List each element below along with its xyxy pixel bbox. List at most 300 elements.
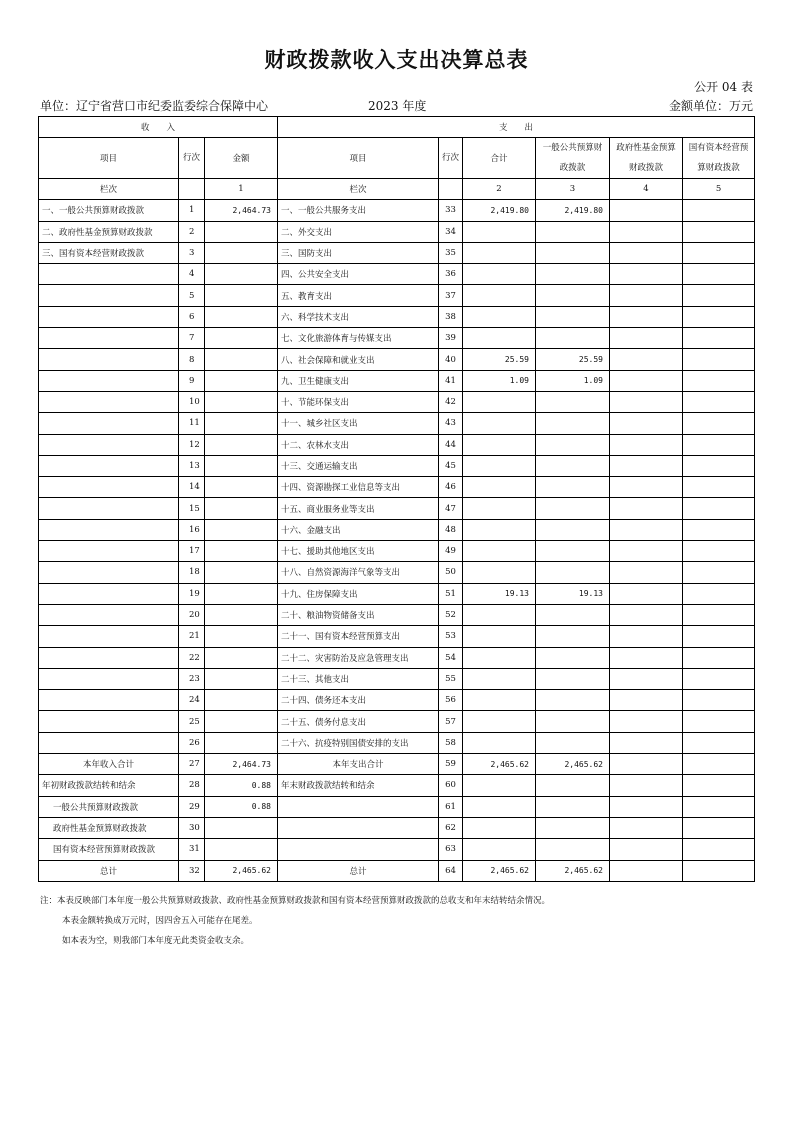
expense-rowno-cell: 54 [439, 647, 463, 668]
expense-rowno-cell: 45 [439, 455, 463, 476]
income-rowno-cell: 1 [179, 200, 205, 221]
gov-fund-cell [610, 264, 683, 285]
table-row [39, 264, 755, 285]
table-row [39, 413, 755, 434]
total-cell [463, 647, 536, 668]
income-item-cell [39, 647, 179, 668]
income-item-cell [39, 455, 179, 476]
general-budget-cell: 1.09 [536, 370, 610, 391]
total-cell [463, 732, 536, 753]
general-budget-cell [536, 221, 610, 242]
general-budget-cell: 19.13 [536, 583, 610, 604]
income-item-cell [39, 711, 179, 732]
col-index-1: 1 [205, 179, 278, 200]
income-rowno-cell: 25 [179, 711, 205, 732]
expense-rowno-cell: 40 [439, 349, 463, 370]
expense-rowno-cell: 42 [439, 391, 463, 412]
total-cell: 2,465.62 [463, 860, 536, 881]
gov-fund-cell [610, 775, 683, 796]
total-cell [463, 285, 536, 306]
income-item-cell [39, 328, 179, 349]
table-row [39, 370, 755, 391]
income-amount-cell [205, 541, 278, 562]
state-capital-cell [683, 817, 755, 838]
income-item-cell: 年初财政拨款结转和结余 [39, 775, 179, 796]
general-budget-cell [536, 391, 610, 412]
income-amount-cell [205, 328, 278, 349]
expense-item-cell: 三、国防支出 [278, 242, 439, 263]
income-amount-cell [205, 498, 278, 519]
gov-fund-cell [610, 626, 683, 647]
general-budget-cell [536, 668, 610, 689]
general-budget-cell: 2,419.80 [536, 200, 610, 221]
notes [40, 891, 760, 951]
general-budget-cell [536, 455, 610, 476]
state-capital-cell [683, 775, 755, 796]
income-rowno-cell: 26 [179, 732, 205, 753]
table-row [39, 498, 755, 519]
income-amount-cell [205, 370, 278, 391]
expense-item-cell: 十三、交通运输支出 [278, 455, 439, 476]
income-item-cell: 一般公共预算财政拨款 [39, 796, 179, 817]
income-item-cell [39, 434, 179, 455]
gov-fund-cell [610, 583, 683, 604]
state-capital-cell [683, 285, 755, 306]
gov-fund-cell [610, 796, 683, 817]
state-capital-cell [683, 583, 755, 604]
income-rowno-cell: 27 [179, 754, 205, 775]
table-row [39, 711, 755, 732]
general-budget-cell [536, 562, 610, 583]
expense-item-cell: 二十一、国有资本经营预算支出 [278, 626, 439, 647]
expense-rowno-cell: 51 [439, 583, 463, 604]
income-rowno-cell: 32 [179, 860, 205, 881]
expense-item-cell: 二十二、灾害防治及应急管理支出 [278, 647, 439, 668]
expense-rowno-cell: 64 [439, 860, 463, 881]
expense-item-cell: 十八、自然资源海洋气象等支出 [278, 562, 439, 583]
general-budget-header: 一般公共预算财政拨款 [536, 138, 610, 179]
income-item-cell [39, 498, 179, 519]
income-amount-cell [205, 306, 278, 327]
income-rowno-cell: 19 [179, 583, 205, 604]
header-row-sections [39, 117, 755, 138]
expense-item-cell: 九、卫生健康支出 [278, 370, 439, 391]
state-capital-cell [683, 477, 755, 498]
income-item-cell [39, 413, 179, 434]
income-rowno-cell: 12 [179, 434, 205, 455]
expense-rowno-cell: 62 [439, 817, 463, 838]
expense-item-cell: 二十四、债务还本支出 [278, 690, 439, 711]
expense-item-cell: 十一、城乡社区支出 [278, 413, 439, 434]
table-row [39, 242, 755, 263]
income-item-cell: 三、国有资本经营财政拨款 [39, 242, 179, 263]
total-cell [463, 626, 536, 647]
gov-fund-cell [610, 413, 683, 434]
state-capital-cell [683, 754, 755, 775]
expense-item-cell: 二十六、抗疫特别国债安排的支出 [278, 732, 439, 753]
general-budget-cell [536, 711, 610, 732]
income-item-cell [39, 690, 179, 711]
gov-fund-cell [610, 285, 683, 306]
income-amount-header: 金额 [205, 138, 278, 179]
unit-label: 单位：辽宁省营口市纪委监委综合保障中心 [40, 99, 269, 113]
expense-rowno-cell: 36 [439, 264, 463, 285]
state-capital-cell [683, 370, 755, 391]
income-item-cell [39, 583, 179, 604]
table-row [39, 285, 755, 306]
income-amount-cell [205, 349, 278, 370]
income-amount-cell [205, 668, 278, 689]
state-capital-cell [683, 221, 755, 242]
gov-fund-cell [610, 860, 683, 881]
income-item-cell [39, 562, 179, 583]
expense-rowno-cell: 56 [439, 690, 463, 711]
column-index-row [39, 179, 755, 200]
general-budget-cell [536, 242, 610, 263]
gov-fund-cell [610, 221, 683, 242]
state-capital-cell [683, 732, 755, 753]
income-rowno-cell: 13 [179, 455, 205, 476]
income-item-cell [39, 349, 179, 370]
gov-fund-cell [610, 519, 683, 540]
expense-item-cell [278, 796, 439, 817]
table-row [39, 626, 755, 647]
state-capital-cell [683, 690, 755, 711]
table-row [39, 839, 755, 860]
expense-item-cell: 十四、资源勘探工业信息等支出 [278, 477, 439, 498]
state-capital-cell [683, 391, 755, 412]
total-cell [463, 413, 536, 434]
expense-rowno-cell: 49 [439, 541, 463, 562]
table-row [39, 519, 755, 540]
total-cell [463, 541, 536, 562]
expense-rowno-cell: 63 [439, 839, 463, 860]
expense-rowno-cell: 52 [439, 604, 463, 625]
empty-cell [179, 179, 205, 200]
state-capital-cell [683, 306, 755, 327]
total-cell [463, 562, 536, 583]
table-row [39, 306, 755, 327]
header-row-columns [39, 138, 755, 179]
total-cell: 2,419.80 [463, 200, 536, 221]
general-budget-cell [536, 519, 610, 540]
expense-item-cell [278, 817, 439, 838]
general-budget-cell [536, 604, 610, 625]
expense-rowno-cell: 44 [439, 434, 463, 455]
income-rowno-cell: 24 [179, 690, 205, 711]
income-amount-cell [205, 285, 278, 306]
general-budget-cell [536, 413, 610, 434]
total-cell: 2,465.62 [463, 754, 536, 775]
state-capital-cell [683, 626, 755, 647]
income-item-cell [39, 306, 179, 327]
income-rowno-cell: 29 [179, 796, 205, 817]
expense-item-cell [278, 839, 439, 860]
income-section-header: 收 入 [39, 117, 278, 138]
expense-section-header: 支 出 [278, 117, 755, 138]
general-budget-cell [536, 541, 610, 562]
state-capital-cell [683, 498, 755, 519]
gov-fund-cell [610, 434, 683, 455]
table-row [39, 604, 755, 625]
expense-rowno-cell: 61 [439, 796, 463, 817]
income-item-cell: 国有资本经营预算财政拨款 [39, 839, 179, 860]
general-budget-cell [536, 647, 610, 668]
general-budget-cell [536, 498, 610, 519]
expense-rowno-cell: 37 [439, 285, 463, 306]
total-cell [463, 839, 536, 860]
table-row [39, 732, 755, 753]
expense-item-cell: 十、节能环保支出 [278, 391, 439, 412]
general-budget-cell [536, 285, 610, 306]
table-row [39, 647, 755, 668]
state-capital-cell [683, 604, 755, 625]
expense-item-cell: 年末财政拨款结转和结余 [278, 775, 439, 796]
gov-fund-header: 政府性基金预算财政拨款 [610, 138, 683, 179]
income-item-cell [39, 668, 179, 689]
general-budget-cell [536, 732, 610, 753]
table-row [39, 860, 755, 881]
total-cell [463, 668, 536, 689]
general-budget-cell [536, 434, 610, 455]
total-cell [463, 519, 536, 540]
expense-rowno-cell: 57 [439, 711, 463, 732]
income-amount-cell [205, 242, 278, 263]
total-cell [463, 434, 536, 455]
state-capital-cell [683, 264, 755, 285]
table-row [39, 668, 755, 689]
income-amount-cell [205, 221, 278, 242]
gov-fund-cell [610, 370, 683, 391]
income-amount-cell [205, 477, 278, 498]
expense-rowno-cell: 50 [439, 562, 463, 583]
expense-rowno-cell: 59 [439, 754, 463, 775]
expense-item-header: 项目 [278, 138, 439, 179]
income-amount-cell [205, 434, 278, 455]
gov-fund-cell [610, 477, 683, 498]
income-item-cell: 二、政府性基金预算财政拨款 [39, 221, 179, 242]
income-rowno-cell: 6 [179, 306, 205, 327]
general-budget-cell [536, 626, 610, 647]
gov-fund-cell [610, 328, 683, 349]
expense-item-cell: 十二、农林水支出 [278, 434, 439, 455]
total-cell [463, 498, 536, 519]
income-item-cell [39, 626, 179, 647]
income-amount-cell [205, 711, 278, 732]
table-row [39, 690, 755, 711]
income-amount-cell [205, 690, 278, 711]
gov-fund-cell [610, 647, 683, 668]
form-number: 公开 04 表 [694, 80, 753, 94]
total-cell [463, 796, 536, 817]
expense-rowno-cell: 55 [439, 668, 463, 689]
gov-fund-cell [610, 455, 683, 476]
gov-fund-cell [610, 817, 683, 838]
income-rowno-cell: 18 [179, 562, 205, 583]
table-row [39, 562, 755, 583]
expense-item-cell: 十五、商业服务业等支出 [278, 498, 439, 519]
col-index-3: 3 [536, 179, 610, 200]
expense-item-cell: 十七、援助其他地区支出 [278, 541, 439, 562]
income-amount-cell [205, 562, 278, 583]
gov-fund-cell [610, 242, 683, 263]
general-budget-cell: 25.59 [536, 349, 610, 370]
state-capital-cell [683, 242, 755, 263]
income-item-cell: 总计 [39, 860, 179, 881]
income-item-cell: 一、一般公共预算财政拨款 [39, 200, 179, 221]
gov-fund-cell [610, 711, 683, 732]
income-rowno-cell: 16 [179, 519, 205, 540]
income-rowno-cell: 30 [179, 817, 205, 838]
expense-item-cell: 二十三、其他支出 [278, 668, 439, 689]
income-amount-cell [205, 583, 278, 604]
table-row [39, 200, 755, 221]
total-cell: 1.09 [463, 370, 536, 391]
income-rowno-cell: 15 [179, 498, 205, 519]
total-cell [463, 264, 536, 285]
income-rowno-cell: 3 [179, 242, 205, 263]
income-rowno-cell: 22 [179, 647, 205, 668]
state-capital-cell [683, 668, 755, 689]
gov-fund-cell [610, 391, 683, 412]
state-capital-header: 国有资本经营预算财政拨款 [683, 138, 755, 179]
expense-rowno-cell: 34 [439, 221, 463, 242]
year-label: 2023 年度 [368, 99, 427, 113]
total-cell [463, 477, 536, 498]
col-label: 栏次 [39, 179, 179, 200]
income-amount-cell [205, 455, 278, 476]
general-budget-cell [536, 477, 610, 498]
expense-item-cell: 二、外交支出 [278, 221, 439, 242]
state-capital-cell [683, 541, 755, 562]
expense-item-cell: 十九、住房保障支出 [278, 583, 439, 604]
gov-fund-cell [610, 839, 683, 860]
expense-rowno-cell: 38 [439, 306, 463, 327]
income-item-cell [39, 285, 179, 306]
income-amount-cell: 0.88 [205, 796, 278, 817]
expense-item-cell: 总计 [278, 860, 439, 881]
income-rowno-cell: 17 [179, 541, 205, 562]
table-row [39, 796, 755, 817]
expense-item-cell: 四、公共安全支出 [278, 264, 439, 285]
total-cell [463, 604, 536, 625]
income-rowno-header: 行次 [179, 138, 205, 179]
general-budget-cell: 2,465.62 [536, 860, 610, 881]
table-row [39, 455, 755, 476]
income-item-cell [39, 604, 179, 625]
table-row [39, 349, 755, 370]
income-item-cell: 本年收入合计 [39, 754, 179, 775]
note-2: 本表金额转换成万元时，因四舍五入可能存在尾差。 [62, 916, 258, 926]
total-cell [463, 306, 536, 327]
general-budget-cell [536, 817, 610, 838]
table-row [39, 754, 755, 775]
state-capital-cell [683, 413, 755, 434]
income-item-cell [39, 370, 179, 391]
expense-item-cell: 七、文化旅游体育与传媒支出 [278, 328, 439, 349]
budget-table [38, 116, 755, 882]
expense-rowno-cell: 48 [439, 519, 463, 540]
income-rowno-cell: 2 [179, 221, 205, 242]
income-amount-cell [205, 391, 278, 412]
state-capital-cell [683, 711, 755, 732]
income-rowno-cell: 28 [179, 775, 205, 796]
state-capital-cell [683, 455, 755, 476]
gov-fund-cell [610, 604, 683, 625]
total-cell [463, 711, 536, 732]
income-rowno-cell: 7 [179, 328, 205, 349]
general-budget-cell [536, 306, 610, 327]
state-capital-cell [683, 519, 755, 540]
expense-rowno-cell: 35 [439, 242, 463, 263]
table-row [39, 328, 755, 349]
table-row [39, 221, 755, 242]
expense-item-cell: 本年支出合计 [278, 754, 439, 775]
state-capital-cell [683, 200, 755, 221]
income-rowno-cell: 31 [179, 839, 205, 860]
total-cell [463, 221, 536, 242]
income-amount-cell [205, 413, 278, 434]
state-capital-cell [683, 839, 755, 860]
income-item-cell [39, 519, 179, 540]
general-budget-cell [536, 328, 610, 349]
expense-rowno-cell: 39 [439, 328, 463, 349]
income-amount-cell [205, 604, 278, 625]
table-row [39, 434, 755, 455]
total-cell [463, 391, 536, 412]
gov-fund-cell [610, 541, 683, 562]
total-cell: 25.59 [463, 349, 536, 370]
income-rowno-cell: 5 [179, 285, 205, 306]
general-budget-cell [536, 775, 610, 796]
state-capital-cell [683, 349, 755, 370]
general-budget-cell [536, 839, 610, 860]
expense-item-cell: 六、科学技术支出 [278, 306, 439, 327]
income-item-header: 项目 [39, 138, 179, 179]
income-amount-cell [205, 839, 278, 860]
general-budget-cell [536, 690, 610, 711]
table-row [39, 775, 755, 796]
gov-fund-cell [610, 668, 683, 689]
income-amount-cell: 2,464.73 [205, 754, 278, 775]
col-index-4: 4 [610, 179, 683, 200]
expense-item-cell: 一、一般公共服务支出 [278, 200, 439, 221]
state-capital-cell [683, 328, 755, 349]
income-rowno-cell: 20 [179, 604, 205, 625]
expense-rowno-cell: 58 [439, 732, 463, 753]
expense-rowno-cell: 47 [439, 498, 463, 519]
income-amount-cell [205, 626, 278, 647]
income-item-cell [39, 391, 179, 412]
income-amount-cell [205, 519, 278, 540]
col-index-2: 2 [463, 179, 536, 200]
expense-item-cell: 五、教育支出 [278, 285, 439, 306]
state-capital-cell [683, 860, 755, 881]
income-item-cell [39, 477, 179, 498]
expense-rowno-cell: 53 [439, 626, 463, 647]
table-row [39, 477, 755, 498]
expense-item-cell: 八、社会保障和就业支出 [278, 349, 439, 370]
income-rowno-cell: 23 [179, 668, 205, 689]
expense-rowno-cell: 60 [439, 775, 463, 796]
income-rowno-cell: 9 [179, 370, 205, 391]
col-index-5: 5 [683, 179, 755, 200]
state-capital-cell [683, 434, 755, 455]
expense-rowno-header: 行次 [439, 138, 463, 179]
col-label-2: 栏次 [278, 179, 439, 200]
note-3: 如本表为空，则我部门本年度无此类资金收支余。 [62, 936, 250, 946]
income-amount-cell: 0.88 [205, 775, 278, 796]
